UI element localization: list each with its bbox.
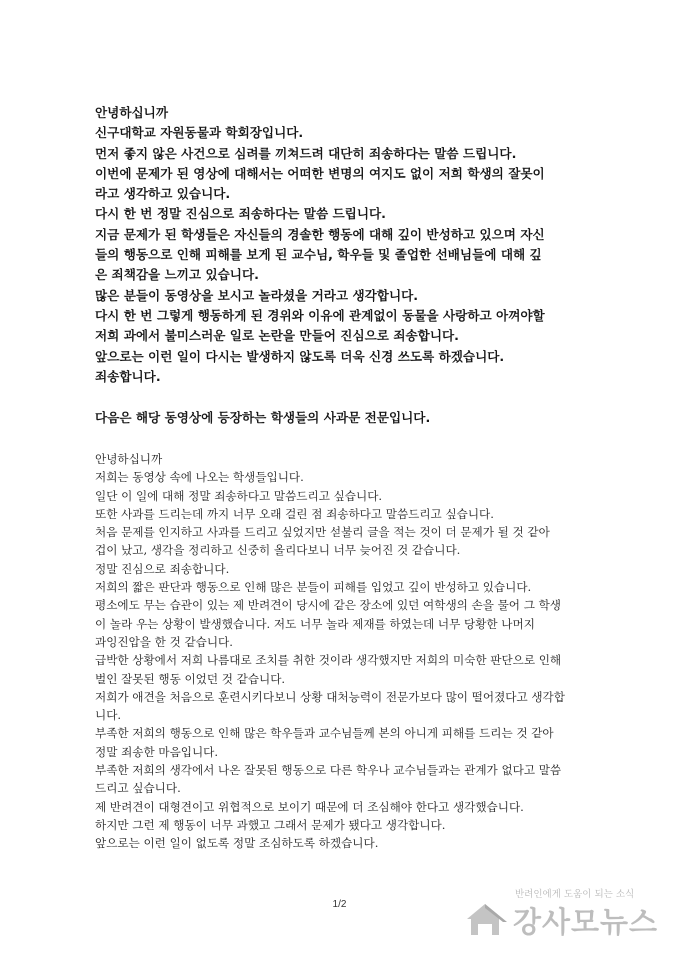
text-line: 평소에도 무는 습관이 있는 제 반려견이 당시에 같은 장소에 있던 여학생의 손을 물어 그 학생 — [95, 598, 561, 613]
text-line: 앞으로는 이런 일이 다시는 발생하지 않도록 더욱 신경 쓰도록 하겠습니다. — [95, 348, 505, 364]
text-line: 저희는 동영상 속에 나오는 학생들입니다. — [95, 470, 304, 485]
text-line: 하지만 그런 제 행동이 너무 과했고 그래서 문제가 됐다고 생각합니다. — [95, 817, 446, 832]
text-line: 저희가 애견을 처음으로 훈련시키다보니 상황 대처능력이 전문가보다 많이 떨어졌다고 생각합 — [95, 689, 565, 704]
watermark-name: 강사모뉴스 — [513, 905, 659, 939]
text-line: 저희의 짧은 판단과 행동으로 인해 많은 분들이 피해를 입었고 깊이 반성하고 있습니다. — [95, 580, 532, 595]
text-line: 라고 생각하고 있습니다. — [95, 186, 231, 202]
section-heading: 다음은 해당 동영상에 등장하는 학생들의 사과문 전문입니다. — [95, 410, 431, 425]
text-line: 이번에 문제가 된 영상에 대해서는 어떠한 변명의 여지도 없이 저희 학생의 잘못이 — [95, 165, 545, 181]
page-number: 1/2 — [332, 899, 347, 910]
text-line: 들의 행동으로 인해 피해를 보게 된 교수님, 학우들 및 졸업한 선배님들에 대해 깊 — [95, 247, 542, 263]
text-line: 죄송합니다. — [95, 368, 161, 384]
text-line: 안녕하십니까 — [95, 452, 163, 466]
text-line: 이 놀라 우는 상황이 발생했습니다. 저도 너무 놀라 제재를 하였는데 너무 당황한 나머지 — [95, 616, 535, 631]
text-line: 정말 진심으로 죄송합니다. — [95, 561, 230, 576]
text-line: 부족한 저희의 생각에서 나온 잘못된 행동으로 다른 학우나 교수님들과는 관계가 없다고 말씀 — [95, 763, 562, 778]
text-line: 은 죄책감을 느끼고 있습니다. — [95, 267, 259, 283]
text-line: 부족한 저희의 행동으로 인해 많은 학우들과 교수님들께 본의 아니게 피해를 드리는 것 같아 — [95, 726, 554, 741]
text-line: 또한 사과를 드리는데 까지 너무 오래 걸린 점 죄송하다고 말씀드리고 싶습니다. — [95, 506, 494, 521]
text-line: 안녕하십니까 — [95, 105, 168, 120]
text-line: 제 반려견이 대형견이고 위협적으로 보이기 때문에 더 조심해야 한다고 생각했습니다. — [95, 799, 524, 814]
text-line: 니다. — [95, 708, 122, 723]
text-line: 급박한 상황에서 저희 나름대로 조치를 취한 것이라 생각했지만 저희의 미숙한 판단으로 인해 — [95, 653, 562, 668]
text-line: 신구대학교 자원동물과 학회장입니다. — [95, 125, 304, 141]
watermark-subtitle: 반려인에게 도움이 되는 소식 — [515, 889, 635, 900]
text-line: 벌인 잘못된 행동 이었던 것 같습니다. — [95, 671, 286, 686]
news-watermark — [463, 886, 663, 946]
students-apology-fulltext — [95, 450, 595, 853]
text-line: 다시 한 번 정말 진심으로 죄송하다는 말씀 드립니다. — [95, 206, 386, 222]
text-line: 많은 분들이 동영상을 보시고 놀라셨을 거라고 생각합니다. — [95, 287, 419, 303]
text-line: 처음 문제를 인지하고 사과를 드리고 싶었지만 섣불리 글을 적는 것이 더 문제가 될 것 같아 — [95, 525, 550, 540]
text-line: 먼저 좋지 않은 사건으로 심려를 끼쳐드려 대단히 죄송하다는 말씀 드립니다. — [95, 145, 517, 161]
text-line: 앞으로는 이런 일이 없도록 정말 조심하도록 하겠습니다. — [95, 836, 379, 851]
text-line: 저희 과에서 불미스러운 일로 논란을 만들어 진심으로 죄송합니다. — [95, 328, 459, 344]
house-logo-icon — [463, 899, 507, 939]
text-line: 과잉진압을 한 것 같습니다. — [95, 634, 233, 649]
text-line: 정말 죄송한 마음입니다. — [95, 744, 219, 759]
text-line: 겁이 났고, 생각을 정리하고 신중히 올리다보니 너무 늦어진 것 같습니다. — [95, 543, 461, 558]
text-line: 드리고 싶습니다. — [95, 781, 181, 796]
student-council-apology — [95, 103, 595, 387]
text-line: 일단 이 일에 대해 정말 죄송하다고 말씀드리고 싶습니다. — [95, 488, 383, 503]
text-line: 지금 문제가 된 학생들은 자신들의 경솔한 행동에 대해 깊이 반성하고 있으며 자신 — [95, 226, 545, 242]
text-line: 다시 한 번 그렇게 행동하게 된 경위와 이유에 관계없이 동물을 사랑하고 아껴야할 — [95, 307, 545, 323]
